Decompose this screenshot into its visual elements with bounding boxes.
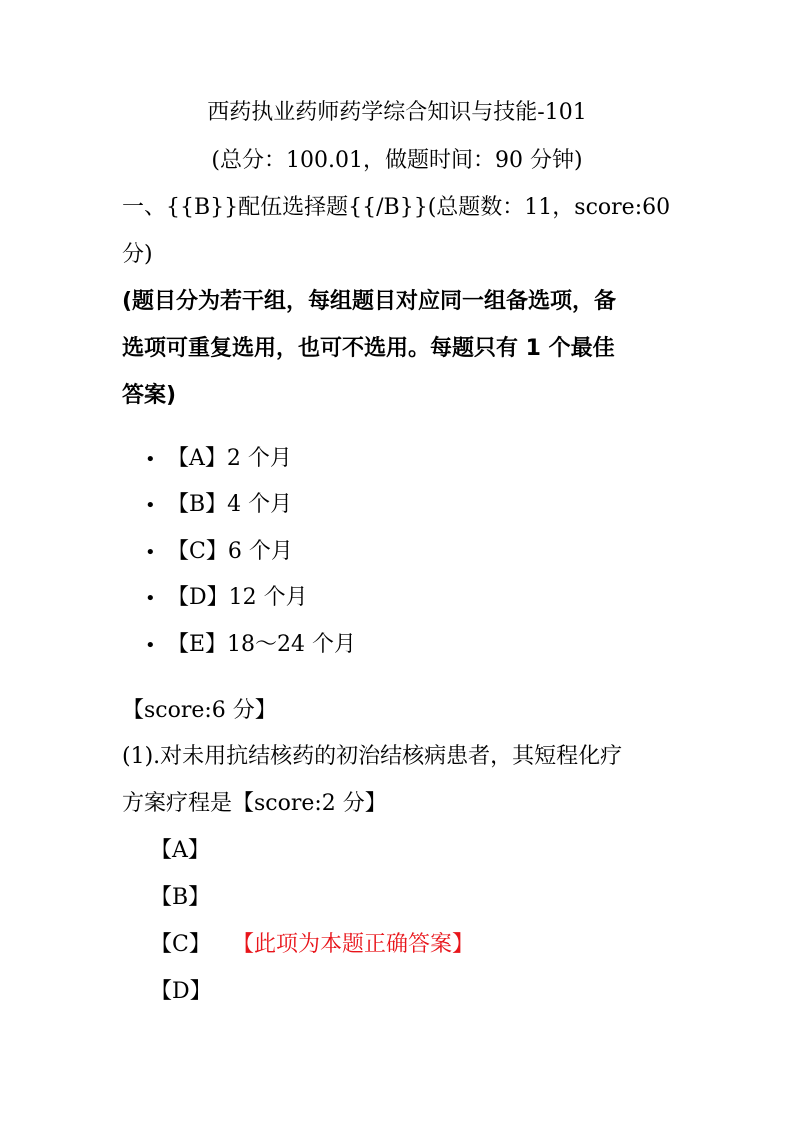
group-score: 【score:6 分】 — [122, 698, 277, 723]
question-line2: 方案疗程是【score:2 分】 — [122, 791, 387, 816]
answer-d: 【D】 — [150, 979, 212, 1004]
answer-c-label: 【C】 — [150, 932, 211, 957]
bullet-icon: • — [145, 449, 156, 470]
instructions-line1: (题目分为若干组，每组题目对应同一组备选项，备 — [122, 289, 617, 314]
section-header-line1: 一、{{B}}配伍选择题{{/B}}(总题数：11，score:60 — [122, 195, 671, 220]
option-item-b — [145, 490, 292, 521]
answer-c — [150, 930, 211, 960]
correct-answer-tag: 【此项为本题正确答案】 — [232, 932, 475, 957]
option-item-e — [145, 630, 356, 661]
option-item-a — [145, 444, 292, 475]
section-header-line2: 分) — [122, 242, 153, 267]
answer-b: 【B】 — [150, 885, 211, 910]
instructions-line3: 答案) — [122, 383, 177, 408]
bullet-icon: • — [145, 588, 156, 609]
option-item-c — [145, 537, 293, 568]
bullet-icon: • — [145, 542, 156, 563]
bullet-icon: • — [145, 635, 156, 656]
doc-title: 西药执业药师药学综合知识与技能-101 — [207, 100, 587, 125]
option-label: 【A】2 个月 — [167, 446, 292, 471]
answer-a: 【A】 — [150, 838, 210, 863]
option-label: 【D】12 个月 — [167, 585, 308, 610]
bullet-icon: • — [145, 495, 156, 516]
doc-subtitle: (总分：100.01，做题时间：90 分钟) — [211, 148, 583, 173]
option-label: 【C】6 个月 — [167, 539, 293, 564]
option-item-d — [145, 583, 308, 614]
option-label: 【E】18～24 个月 — [167, 632, 357, 657]
question-line1: (1).对未用抗结核药的初治结核病患者，其短程化疗 — [122, 744, 623, 769]
instructions-line2: 选项可重复选用，也可不选用。每题只有 1 个最佳 — [122, 336, 615, 361]
option-label: 【B】4 个月 — [167, 492, 293, 517]
